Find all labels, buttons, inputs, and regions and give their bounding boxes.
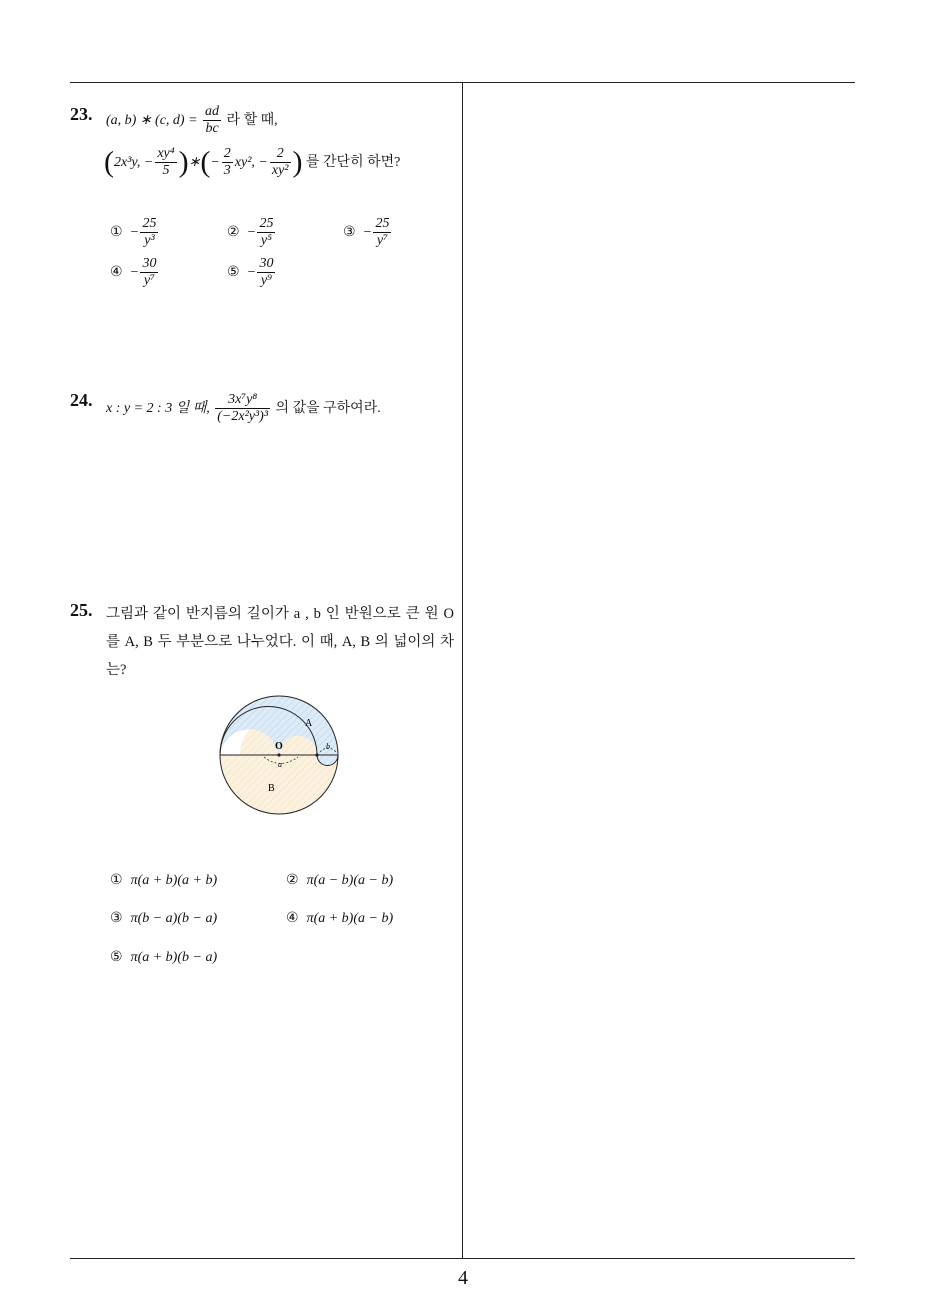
q23-frac1 xyxy=(155,146,176,179)
q25-choice-2-mark: ② xyxy=(286,872,299,888)
q25-choice-4[interactable] xyxy=(286,910,393,927)
q23-choice-5-mark: ⑤ xyxy=(227,263,240,280)
q23-choice-3-sign: − xyxy=(363,224,372,240)
q23-def-suffix: 라 할 때, xyxy=(226,112,278,128)
q25-choice-2-text: π(a − b)(a − b) xyxy=(306,873,394,888)
question-number-25: 25. xyxy=(70,600,93,620)
q23-frac2 xyxy=(222,146,233,179)
q25-choice-1[interactable] xyxy=(110,872,217,889)
q23-question: 를 간단히 하면? xyxy=(306,154,401,170)
bottom-rule xyxy=(70,1258,855,1259)
q23-choice-2-sign: − xyxy=(247,224,256,240)
q23-choice-2-mark: ② xyxy=(227,223,240,240)
q25-choice-5-mark: ⑤ xyxy=(110,949,123,965)
q24-den: (−2x²y³)³ xyxy=(217,409,269,425)
q23-expr-b: − xyxy=(210,154,220,170)
q23-frac2-den: 3 xyxy=(223,163,231,179)
q23-choice-5[interactable] xyxy=(227,256,277,289)
q23-choice-1-num: 25 xyxy=(140,216,158,233)
column-divider xyxy=(462,82,463,1258)
page-number: 4 xyxy=(458,1267,468,1289)
q23-definition xyxy=(106,104,278,137)
q25-choice-5-text: π(a + b)(b − a) xyxy=(130,950,218,965)
q25-choice-3-text: π(b − a)(b − a) xyxy=(130,911,218,926)
q23-choice-2[interactable] xyxy=(227,216,277,249)
q23-frac3-den: xy² xyxy=(271,163,289,179)
q23-frac1-num: xy⁴ xyxy=(155,146,176,163)
label-o: O xyxy=(275,741,283,752)
q23-choice-1-sign: − xyxy=(130,224,139,240)
q25-choice-4-mark: ④ xyxy=(286,910,299,926)
q23-frac1-den: 5 xyxy=(162,163,170,179)
q25-choice-3[interactable] xyxy=(110,910,217,927)
q23-choice-2-frac xyxy=(257,216,275,249)
inner-point xyxy=(315,753,318,756)
q23-choice-3-num: 25 xyxy=(373,216,391,233)
q23-choice-5-den: y⁹ xyxy=(260,273,273,289)
q23-expression: (2x³y, − $\frac{\text{xy⁴}}{5}$ )∗(− $\frac{2}{3}$ xy², − $\frac{2}{\text{xy²}}$ ) 를 간단히 하면? xyxy=(104,145,401,179)
q23-choice-4[interactable] xyxy=(110,256,160,289)
q24-statement xyxy=(106,392,381,425)
q25-choice-5[interactable] xyxy=(110,949,217,966)
q23-choice-1-mark: ① xyxy=(110,223,123,240)
q25-choice-4-text: π(a + b)(a − b) xyxy=(306,911,394,926)
q23-choice-4-frac xyxy=(140,256,158,289)
q25-choice-3-mark: ③ xyxy=(110,910,123,926)
q24-num: 3x⁷y⁸ xyxy=(215,392,270,409)
q23-choice-1-frac xyxy=(140,216,158,249)
q23-def-lhs: (a, b) ∗ (c, d) = xyxy=(106,112,198,128)
q23-def-den: bc xyxy=(205,121,219,137)
q23-choice-5-sign: − xyxy=(247,264,256,280)
q23-star: ∗ xyxy=(188,154,201,170)
label-region-b: B xyxy=(268,783,275,794)
q23-frac3-num: 2 xyxy=(270,146,291,163)
q23-choice-2-den: y⁵ xyxy=(260,233,273,249)
q25-figure xyxy=(212,690,347,820)
center-o-point xyxy=(277,753,280,756)
q23-choice-3-mark: ③ xyxy=(343,223,356,240)
q25-text: 그림과 같이 반지름의 길이가 a , b 인 반원으로 큰 원 O 를 A, B 두 부분으로 나누었다. 이 때, A, B 의 넓이의 차는? xyxy=(106,606,454,678)
q25-choice-1-text: π(a + b)(a + b) xyxy=(130,873,218,888)
label-radius-a: a xyxy=(278,760,282,769)
question-number-23: 23. xyxy=(70,104,93,124)
q23-choice-1[interactable] xyxy=(110,216,160,249)
question-number-24: 24. xyxy=(70,390,93,410)
q23-choice-4-mark: ④ xyxy=(110,263,123,280)
q23-choice-3[interactable] xyxy=(343,216,393,249)
q23-choice-5-num: 30 xyxy=(257,256,275,273)
q23-choice-3-den: y⁷ xyxy=(376,233,389,249)
q23-expr-a: 2x³y, − xyxy=(114,154,154,170)
q23-choice-4-sign: − xyxy=(130,264,139,280)
label-radius-b: b xyxy=(326,742,330,751)
q23-choice-4-den: y⁷ xyxy=(143,273,156,289)
q25-choice-2[interactable] xyxy=(286,872,393,889)
q23-choice-5-frac xyxy=(257,256,275,289)
q23-choice-3-frac xyxy=(373,216,391,249)
q24-condition: x : y = 2 : 3 일 때, xyxy=(106,400,210,416)
q23-frac2-num: 2 xyxy=(222,146,233,163)
q23-frac3 xyxy=(270,146,291,179)
q23-choice-1-den: y³ xyxy=(144,233,155,249)
label-region-a: A xyxy=(305,718,313,729)
q24-fraction xyxy=(215,392,270,425)
q25-choice-1-mark: ① xyxy=(110,872,123,888)
q23-choice-4-num: 30 xyxy=(140,256,158,273)
q24-question: 의 값을 구하여라. xyxy=(275,400,381,416)
q23-def-num: ad xyxy=(203,104,221,121)
q23-def-fraction xyxy=(203,104,221,137)
q23-choice-2-num: 25 xyxy=(257,216,275,233)
q23-expr-c: xy², − xyxy=(234,154,268,170)
